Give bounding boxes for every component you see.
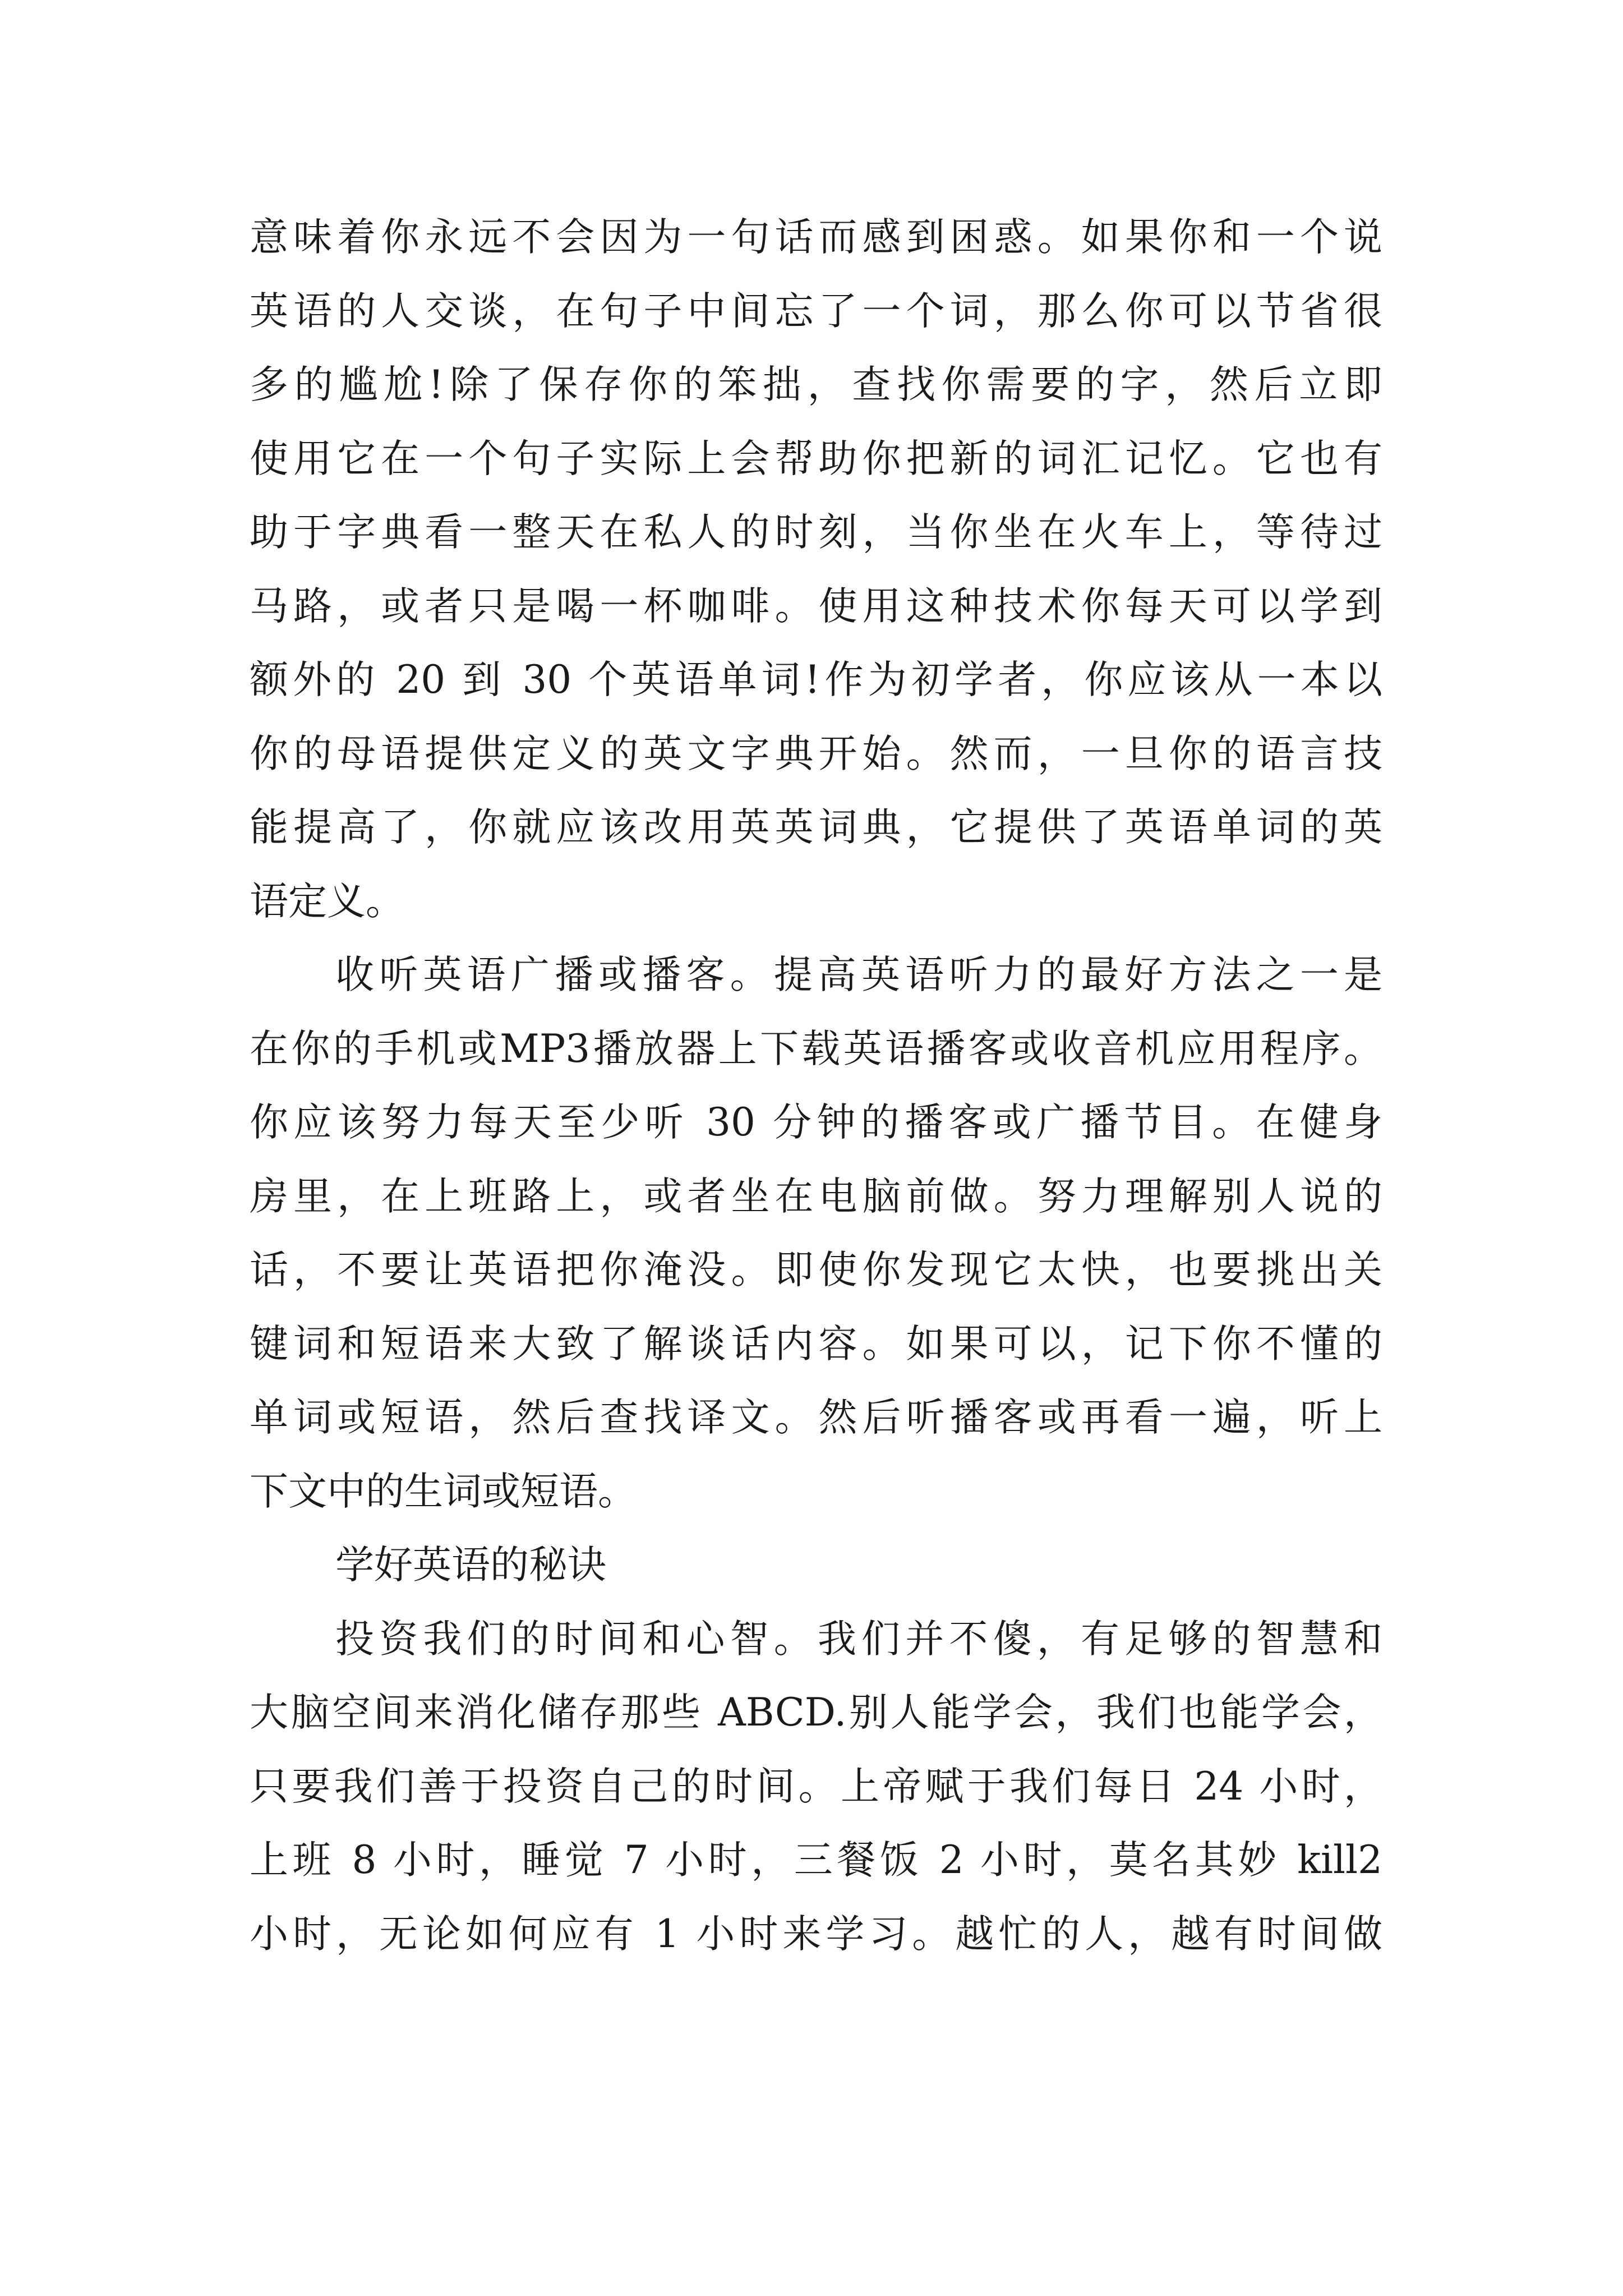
paragraph [250,201,1382,938]
text-line: 只要我们善于投资自己的时间。上帝赋于我们每日 24 小时， [250,1764,1382,1809]
text-line: 马路，或者只是喝一杯咖啡。使用这种技术你每天可以学到 [250,583,1382,629]
text-line: 你应该努力每天至少听 30 分钟的播客或广播节目。在健身 [250,1100,1382,1145]
paragraph [250,938,1382,1529]
text-line: 意味着你永远不会因为一句话而感到困惑。如果你和一个说 [250,215,1382,260]
section-heading [250,1529,1382,1603]
text-line: 语定义。 [250,878,404,924]
text-line: 单词或短语，然后查找译文。然后听播客或再看一遍，听上 [250,1395,1382,1440]
text-line: 房里，在上班路上，或者坐在电脑前做。努力理解别人说的 [250,1174,1382,1219]
text-line: 投资我们的时间和心智。我们并不傻，有足够的智慧和 [335,1616,1382,1662]
text-line: 助于字典看一整天在私人的时刻，当你坐在火车上，等待过 [250,510,1382,555]
text-line: 使用它在一个句子实际上会帮助你把新的词汇记忆。它也有 [250,436,1382,481]
text-line: 收听英语广播或播客。提高英语听力的最好方法之一是 [335,953,1382,997]
text-line: 话，不要让英语把你淹没。即使你发现它太快，也要挑出关 [250,1248,1382,1292]
text-line: 上班 8 小时，睡觉 7 小时，三餐饭 2 小时，莫名其妙 kill2 [250,1838,1382,1883]
text-line: 键词和短语来大致了解谈话内容。如果可以，记下你不懂的 [250,1321,1382,1366]
text-line: 下文中的生词或短语。 [250,1469,637,1514]
text-line: 英语的人交谈，在句子中间忘了一个词，那么你可以节省很 [250,288,1382,334]
text-line: 多的尴尬!除了保存你的笨拙，查找你需要的字，然后立即 [250,362,1382,407]
text-line: 能提高了，你就应该改用英英词典，它提供了英语单词的英 [250,805,1382,850]
text-line: 额外的 20 到 30 个英语单词!作为初学者，你应该从一本以 [250,657,1382,702]
text-line: 大脑空间来消化储存那些 ABCD.别人能学会，我们也能学会， [250,1690,1382,1735]
text-line: 小时，无论如何应有 1 小时来学习。越忙的人，越有时间做 [250,1911,1382,1957]
text-line: 你的母语提供定义的英文字典开始。然而，一旦你的语言技 [250,731,1382,776]
text-line: 学好英语的秘诀 [335,1543,606,1588]
paragraph [250,1603,1382,1972]
document-body [250,201,1382,1971]
text-line: 在你的手机或MP3播放器上下载英语播客或收音机应用程序。 [250,1026,1382,1071]
